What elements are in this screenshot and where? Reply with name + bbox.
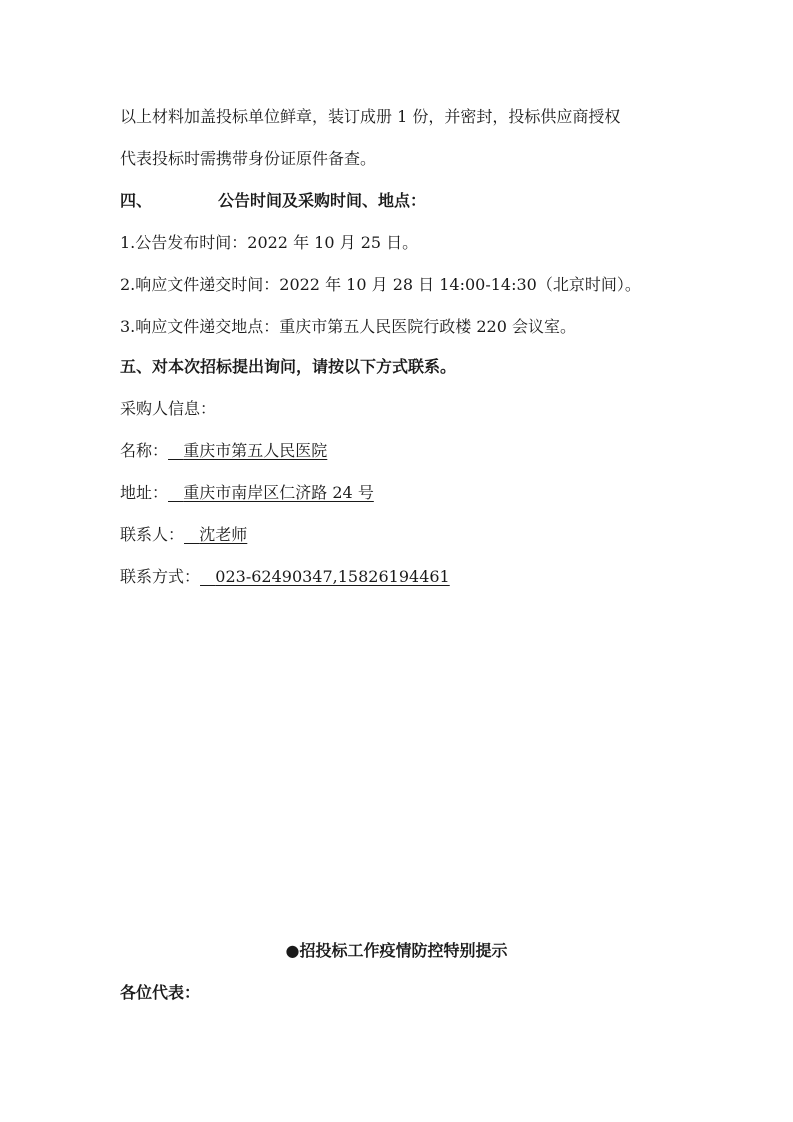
- purchaser-phone-row: [120, 566, 450, 588]
- section-4-title: 公告时间及采购时间、地点：: [218, 191, 427, 210]
- purchaser-contact-value: 沈老师: [199, 525, 248, 544]
- section-4-heading: [120, 190, 426, 212]
- paragraph-line-1: 以上材料加盖投标单位鲜章，装订成册 1 份，并密封，投标供应商授权: [120, 107, 621, 126]
- notice-title: [0, 940, 793, 962]
- purchaser-name-label: 名称：: [120, 441, 169, 460]
- purchaser-address-label: 地址：: [120, 483, 169, 502]
- purchaser-contact-field: [184, 525, 247, 544]
- purchaser-address-row: [120, 482, 374, 504]
- item-submit-location: 3.响应文件递交地点：重庆市第五人民医院行政楼 220 会议室。: [120, 317, 576, 336]
- item-publish-time: 1.公告发布时间：2022 年 10 月 25 日。: [120, 233, 419, 252]
- purchaser-contact-row: [120, 524, 247, 546]
- section-5-heading: 五、对本次招标提出询问，请按以下方式联系。: [120, 357, 457, 376]
- purchaser-name-value: 重庆市第五人民医院: [183, 441, 328, 460]
- purchaser-address-value: 重庆市南岸区仁济路 24 号: [183, 483, 374, 502]
- bullet-icon: ●: [285, 941, 300, 960]
- purchaser-heading: 采购人信息：: [120, 399, 217, 418]
- notice-title-text: 招投标工作疫情防控特别提示: [299, 941, 508, 960]
- purchaser-phone-label: 联系方式：: [120, 567, 201, 586]
- purchaser-name-row: [120, 440, 327, 462]
- section-4-number: 四、: [120, 191, 153, 210]
- purchaser-phone-value: 023-62490347,15826194461: [215, 567, 450, 586]
- purchaser-contact-label: 联系人：: [120, 525, 185, 544]
- purchaser-name-field: [168, 441, 327, 460]
- notice-greeting: 各位代表：: [120, 983, 201, 1002]
- item-submit-time: 2.响应文件递交时间：2022 年 10 月 28 日 14:00-14:30（北京时间）。: [120, 275, 641, 294]
- purchaser-phone-field: [200, 567, 450, 586]
- purchaser-address-field: [168, 483, 374, 502]
- paragraph-line-2: 代表投标时需携带身份证原件备查。: [120, 149, 377, 168]
